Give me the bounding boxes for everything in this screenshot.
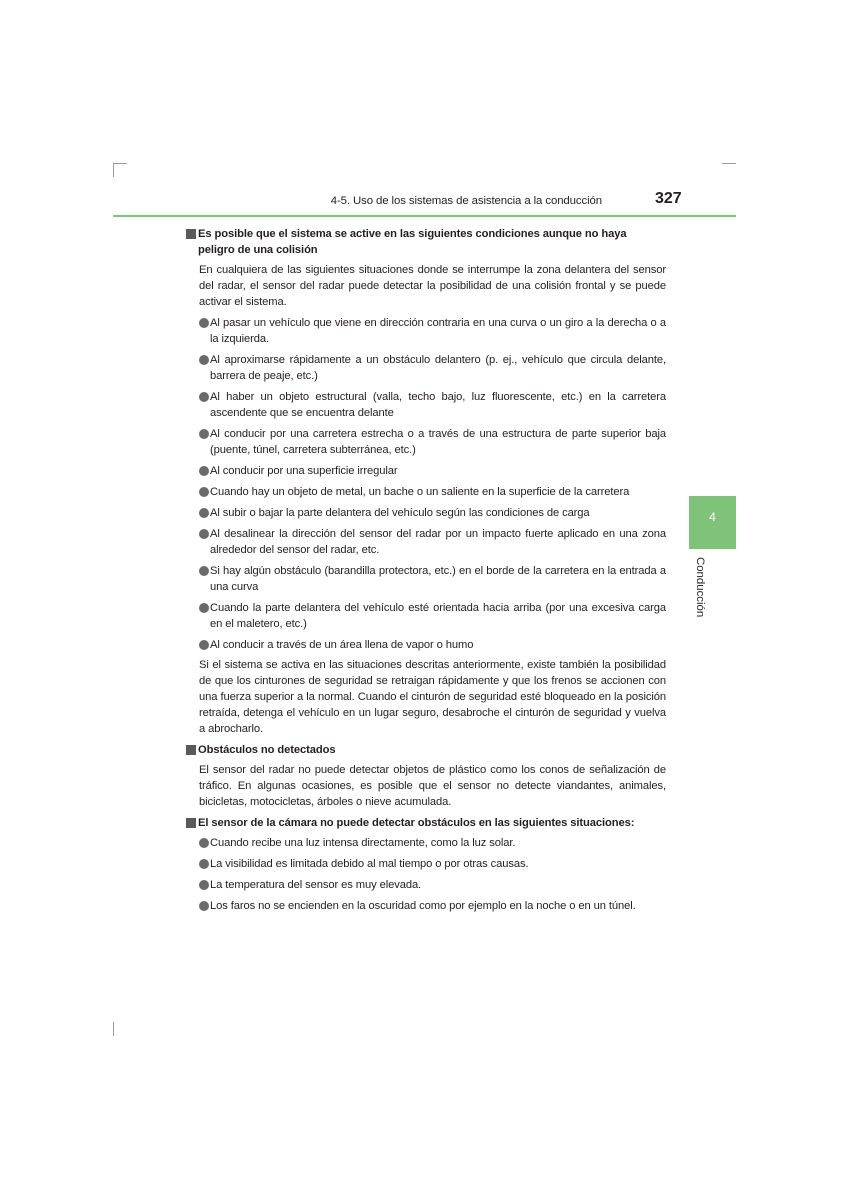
bullet-list	[186, 835, 666, 914]
bullet-dot-icon	[199, 859, 209, 869]
bullet-dot-icon	[199, 603, 209, 613]
header-rule	[113, 215, 736, 217]
list-item: Al aproximarse rápidamente a un obstáculo delantero (p. ej., vehículo que circula delante, barrera de peaje, etc.)	[186, 352, 666, 384]
paragraph: Si el sistema se activa en las situaciones descritas anteriormente, existe también la posibilidad de que los cinturones de seguridad se retraigan rápidamente y que los frenos se accionen con una fuerza superior a la normal. Cuando el cinturón de seguridad esté bloqueado en la posición retraída, detenga el vehículo en un lugar seguro, desabroche el cinturón de seguridad y vuelva a abrocharlo.	[199, 659, 666, 735]
bullet-dot-icon	[199, 529, 209, 539]
list-item: Al conducir por una carretera estrecha o a través de una estructura de parte superior baja (puente, túnel, carretera subterránea, etc.)	[186, 426, 666, 458]
list-item: Al desalinear la dirección del sensor del radar por un impacto fuerte aplicado en una zona alrededor del sensor del radar, etc.	[186, 526, 666, 558]
square-bullet-icon	[186, 745, 196, 755]
crop-mark-bottom-left	[113, 1022, 114, 1036]
list-item: Cuando hay un objeto de metal, un bache o un saliente en la superficie de la carretera	[186, 484, 666, 500]
list-item: Si hay algún obstáculo (barandilla protectora, etc.) en el borde de la carretera en la entrada a una curva	[186, 563, 666, 595]
chapter-tab	[689, 496, 736, 549]
running-header: 4-5. Uso de los sistemas de asistencia a la conducción	[330, 195, 602, 207]
section-heading	[186, 742, 666, 758]
list-item: La visibilidad es limitada debido al mal tiempo o por otras causas.	[186, 856, 666, 872]
chapter-number: 4	[709, 510, 716, 524]
list-item: Al haber un objeto estructural (valla, techo bajo, luz fluorescente, etc.) en la carretera ascendente que se encuentra delante	[186, 389, 666, 421]
crop-mark-top-right	[722, 163, 736, 164]
bullet-dot-icon	[199, 640, 209, 650]
list-item: Cuando la parte delantera del vehículo esté orientada hacia arriba (por una excesiva carga en el maletero, etc.)	[186, 600, 666, 632]
list-item: Cuando recibe una luz intensa directamente, como la luz solar.	[186, 835, 666, 851]
section-title: Obstáculos no detectados	[198, 744, 336, 756]
bullet-dot-icon	[199, 392, 209, 402]
list-item: Al pasar un vehículo que viene en dirección contraria en una curva o un giro a la derecha o a la izquierda.	[186, 315, 666, 347]
bullet-dot-icon	[199, 318, 209, 328]
list-item: Los faros no se encienden en la oscuridad como por ejemplo en la noche o en un túnel.	[186, 898, 666, 914]
section-heading	[186, 226, 666, 258]
paragraph: El sensor del radar no puede detectar objetos de plástico como los conos de señalización de tráfico. En algunas ocasiones, es posible que el sensor no detecte viandantes, animales, bicicletas, motocicletas, árboles o nieve acumulada.	[199, 764, 666, 808]
square-bullet-icon	[186, 818, 196, 828]
paragraph: En cualquiera de las siguientes situaciones donde se interrumpe la zona delantera del sensor del radar, el sensor del radar puede detectar la posibilidad de una colisión frontal y se puede activar el sistema.	[199, 264, 666, 308]
bullet-list	[186, 315, 666, 653]
bullet-dot-icon	[199, 355, 209, 365]
page-number: 327	[655, 190, 682, 207]
section-heading	[186, 815, 666, 831]
bullet-dot-icon	[199, 566, 209, 576]
list-item: Al conducir a través de un área llena de vapor o humo	[186, 637, 666, 653]
list-item: La temperatura del sensor es muy elevada.	[186, 877, 666, 893]
bullet-dot-icon	[199, 880, 209, 890]
list-item: Al conducir por una superficie irregular	[186, 463, 666, 479]
bullet-dot-icon	[199, 901, 209, 911]
list-item: Al subir o bajar la parte delantera del vehículo según las condiciones de carga	[186, 505, 666, 521]
bullet-dot-icon	[199, 508, 209, 518]
section-title: Es posible que el sistema se active en las siguientes condiciones aunque no haya peligro de una colisión	[198, 228, 627, 256]
crop-mark-top-left-vertical	[113, 163, 114, 177]
chapter-label: Conducción	[694, 557, 706, 618]
square-bullet-icon	[186, 229, 196, 239]
bullet-dot-icon	[199, 838, 209, 848]
bullet-dot-icon	[199, 466, 209, 476]
crop-mark-top-left-horizontal	[113, 163, 127, 164]
bullet-dot-icon	[199, 429, 209, 439]
page-content	[186, 226, 666, 919]
section-title: El sensor de la cámara no puede detectar obstáculos en las siguientes situaciones:	[198, 817, 635, 829]
bullet-dot-icon	[199, 487, 209, 497]
